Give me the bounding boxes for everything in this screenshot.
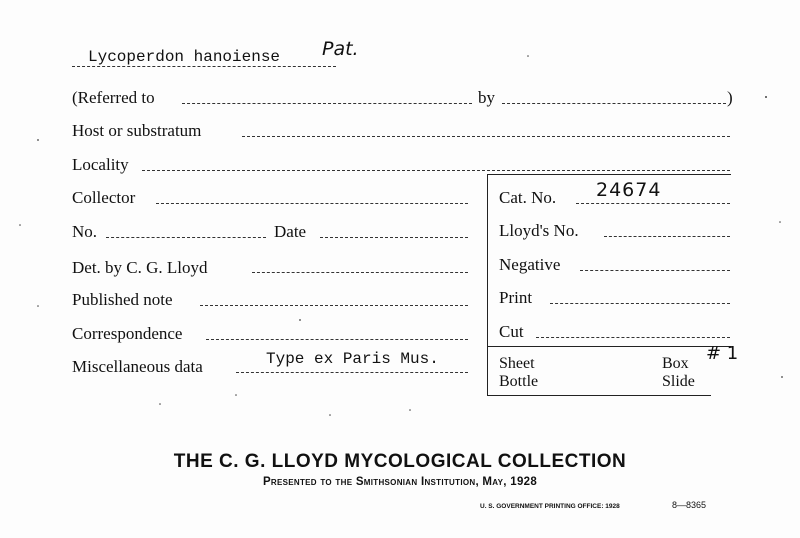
form-number: 8—8365 — [672, 500, 707, 510]
locality-label: Locality — [72, 155, 129, 174]
cat-no-label: Cat. No. — [499, 188, 557, 207]
host-label: Host or substratum — [72, 121, 202, 140]
correspondence-label: Correspondence — [72, 324, 183, 343]
sheet-label: Sheet — [499, 355, 535, 372]
specimen-name: Lycoperdon hanoiense — [88, 48, 281, 66]
bottle-label: Bottle — [499, 373, 539, 390]
author-handwritten: Pat. — [322, 38, 359, 60]
close-paren: ) — [727, 88, 733, 107]
miscellaneous-value: Type ex Paris Mus. — [266, 350, 439, 368]
date-label: Date — [274, 222, 307, 241]
printing-office: U. S. GOVERNMENT PRINTING OFFICE: 1928 — [480, 503, 620, 510]
miscellaneous-label: Miscellaneous data — [72, 357, 203, 376]
cat-no-value: 24674 — [596, 179, 662, 201]
print-label: Print — [499, 288, 533, 307]
cut-label: Cut — [499, 322, 524, 341]
negative-label: Negative — [499, 255, 561, 274]
by-label: by — [478, 88, 495, 107]
published-note-label: Published note — [72, 290, 173, 309]
lloyds-no-label: Lloyd's No. — [499, 221, 579, 240]
referred-to-label: (Referred to — [72, 88, 155, 107]
box-label: Box — [662, 355, 689, 372]
det-by-label: Det. by C. G. Lloyd — [72, 258, 208, 277]
no-label: No. — [72, 222, 98, 241]
slide-label: Slide — [662, 373, 695, 390]
collection-subtitle: Presented to the Smithsonian Institution, May, 1928 — [262, 476, 538, 488]
collector-label: Collector — [72, 188, 136, 207]
collection-title: THE C. G. LLOYD MYCOLOGICAL COLLECTION — [173, 451, 627, 472]
box-value: # 1 — [706, 343, 739, 364]
